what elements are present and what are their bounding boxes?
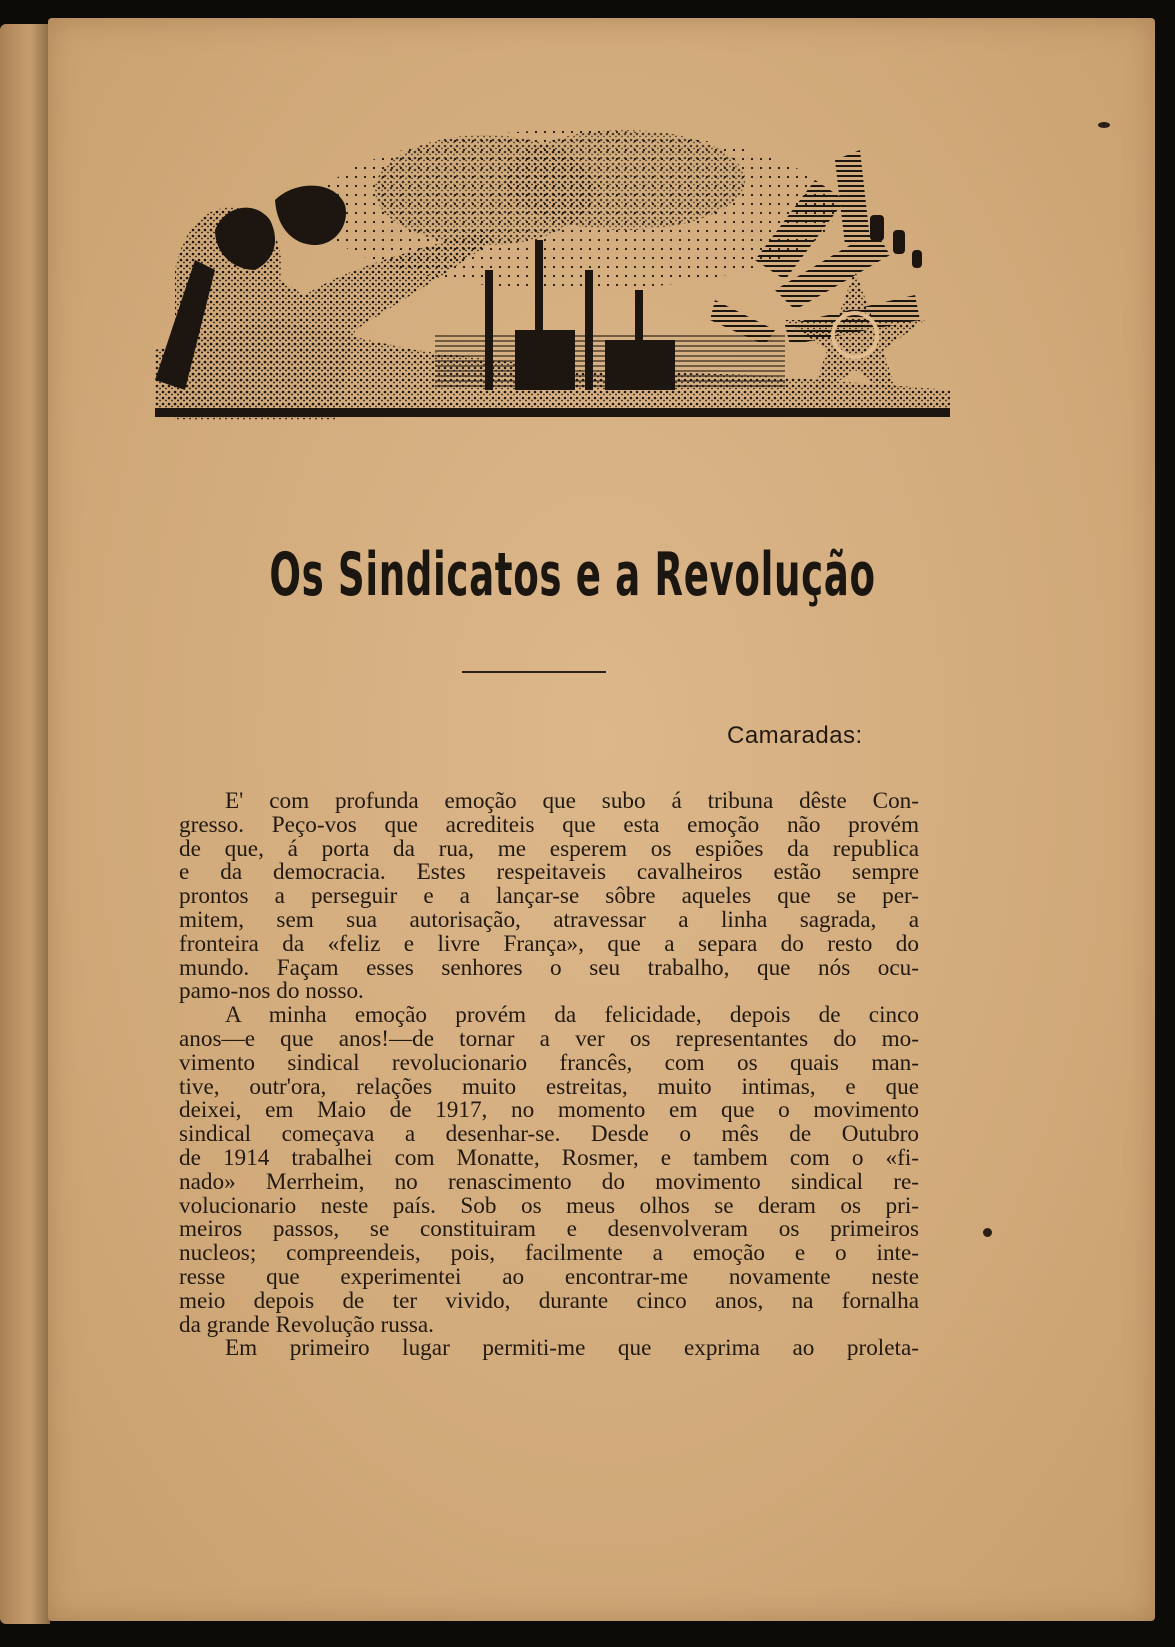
page-title: Os Sindicatos e a Revolução	[269, 540, 876, 610]
text-line: meiros passos, se constituiram e desenvolveram os primeiros	[179, 1216, 919, 1243]
text-line: de 1914 trabalhei com Monatte, Rosmer, e tambem com o «fi-	[179, 1144, 919, 1171]
paragraph-3	[179, 1337, 919, 1361]
text-line: e da democracia. Estes respeitaveis cavalheiros estão sempre	[179, 859, 919, 886]
text-line: nado» Merrheim, no renascimento do movimento sindical re-	[179, 1168, 919, 1195]
text-line: gresso. Peço-vos que acrediteis que esta emoção não provém	[179, 811, 919, 838]
body-text	[179, 790, 919, 1361]
text-line: pamo-nos do nosso.	[179, 978, 364, 1005]
text-line: mundo. Façam esses senhores o seu trabalho, que nós ocu-	[179, 954, 919, 981]
text-line: da grande Revolução russa.	[179, 1311, 434, 1338]
paragraph-2	[179, 1004, 919, 1337]
text-line: de que, á porta da rua, me esperem os espiões da republica	[179, 835, 919, 862]
text-line: meio depois de ter vivido, durante cinco anos, na fornalha	[179, 1287, 919, 1314]
paper-speck	[983, 1228, 992, 1237]
header-vignette-illustration	[155, 120, 950, 440]
title-divider	[462, 671, 606, 673]
text-line: deixei, em Maio de 1917, no momento em que o movimento	[179, 1097, 919, 1124]
previous-page-edge	[0, 24, 50, 1624]
text-line: sindical começava a desenhar-se. Desde o mês de Outubro	[179, 1121, 919, 1148]
paper-speck	[1098, 122, 1110, 128]
text-line: vimento sindical revolucionario francês, com os quais man-	[179, 1049, 919, 1076]
text-line: fronteira da «feliz e livre França», que a separa do resto do	[179, 930, 919, 957]
text-line: anos—e que anos!—de tornar a ver os representantes do mo-	[179, 1025, 919, 1052]
text-line: E' com profunda emoção que subo á tribuna dêste Con-	[225, 788, 919, 814]
text-line: resse que experimentei ao encontrar-me novamente neste	[179, 1263, 919, 1290]
text-line: mitem, sem sua autorisação, atravessar a linha sagrada, a	[179, 906, 919, 933]
text-line: Em primeiro lugar permiti-me que exprima ao proleta-	[225, 1335, 919, 1362]
text-line: A minha emoção provém da felicidade, depois de cinco	[225, 1002, 919, 1029]
text-line: prontos a perseguir e a lançar-se sôbre aqueles que se per-	[179, 883, 919, 910]
paragraph-1	[179, 790, 919, 1004]
text-line: nucleos; compreendeis, pois, facilmente a emoção e o inte-	[179, 1240, 919, 1267]
text-line: volucionario neste país. Sob os meus olhos se deram os pri-	[179, 1192, 919, 1219]
salutation: Camaradas:	[727, 722, 863, 749]
text-line: tive, outr'ora, relações muito estreitas, muito intimas, e que	[179, 1073, 919, 1100]
